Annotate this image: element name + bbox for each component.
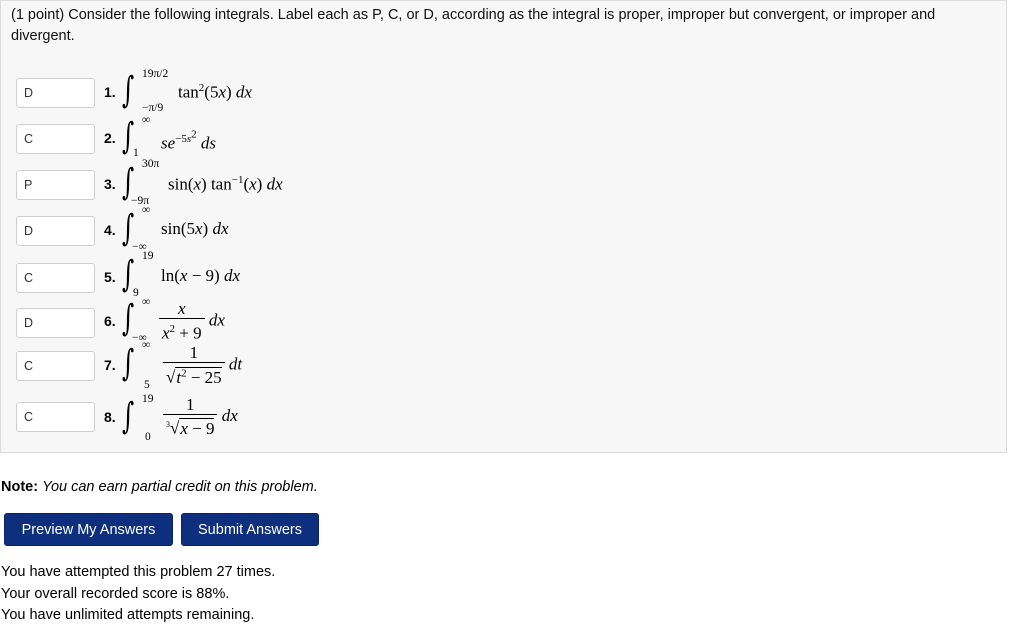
item-number: 3. <box>104 176 116 192</box>
integral-row-1 <box>1 69 401 115</box>
item-number: 1. <box>104 84 116 100</box>
answer-input-2[interactable] <box>16 124 95 154</box>
upper-limit: ∞ <box>142 296 151 308</box>
integrand: $\frac{1}{^3√x - 9}$ dx <box>163 396 238 439</box>
item-number: 6. <box>104 313 116 329</box>
integral-sign: ∫ <box>122 162 135 203</box>
upper-limit: ∞ <box>142 114 151 126</box>
integral-sign: ∫ <box>122 396 135 437</box>
integral-row-3 <box>1 158 401 207</box>
upper-limit: ∞ <box>142 339 151 351</box>
answer-input-8[interactable] <box>16 402 95 432</box>
note-label: Note: <box>1 479 39 495</box>
integrand: $\frac{1}{√t^2 - 25}$ dt <box>163 344 242 388</box>
answer-input-7[interactable] <box>16 351 95 381</box>
integrand: sin(5x) dx <box>161 219 229 238</box>
integral-row-7 <box>1 339 401 391</box>
integral-sign: ∫ <box>122 298 135 339</box>
item-number: 2. <box>104 130 116 146</box>
answer-input-6[interactable] <box>16 308 95 338</box>
integrand: $\frac{x}{x^2 + 9}$ dx <box>159 300 225 344</box>
integral-sign: ∫ <box>122 343 135 384</box>
lower-limit: −9π <box>131 195 150 207</box>
note-text <box>1 479 318 495</box>
remaining-status: You have unlimited attempts remaining. <box>1 607 255 623</box>
item-number: 4. <box>104 222 116 238</box>
answer-input-3[interactable] <box>16 170 95 200</box>
lower-limit: 9 <box>133 287 139 299</box>
integrand: $se^{-5s^2}$ ds <box>161 128 217 153</box>
score-status: Your overall recorded score is 88%. <box>1 586 230 602</box>
lower-limit: −∞ <box>132 332 147 344</box>
integral-sign: ∫ <box>122 208 135 249</box>
integral-sign: ∫ <box>122 70 135 111</box>
lower-limit: 1 <box>133 147 139 159</box>
integral-row-5 <box>1 250 401 299</box>
integrand: sin(x) $\tan^{-1}(x)$ dx <box>168 174 283 194</box>
integral-sign: ∫ <box>122 254 135 295</box>
integral-sign: ∫ <box>122 116 135 157</box>
integral-row-4 <box>1 204 401 253</box>
lower-limit: −∞ <box>132 241 147 253</box>
item-number: 8. <box>104 409 116 425</box>
item-number: 5. <box>104 269 116 285</box>
problem-prompt: (1 point) Consider the following integrals. Label each as P, C, or D, according as the integral is proper, improper but convergent, or improper and divergent. <box>11 7 936 44</box>
submit-answers-button[interactable]: Submit Answers <box>181 513 319 546</box>
integrand: ln(x − 9) dx <box>161 266 240 285</box>
integral-row-6 <box>1 296 401 345</box>
upper-limit: 30π <box>142 158 160 170</box>
lower-limit: 0 <box>145 431 151 443</box>
lower-limit: 5 <box>144 379 150 391</box>
answer-input-4[interactable] <box>16 216 95 246</box>
answer-input-5[interactable] <box>16 263 95 293</box>
upper-limit: 19π/2 <box>142 68 169 80</box>
integral-row-8 <box>1 393 401 443</box>
lower-limit: −π/9 <box>142 102 164 114</box>
attempts-status: You have attempted this problem 27 times. <box>1 564 276 580</box>
upper-limit: 19 <box>142 393 154 405</box>
integrand: $\tan^2(5x)$ dx <box>178 82 252 102</box>
preview-answers-button[interactable]: Preview My Answers <box>4 513 173 546</box>
upper-limit: ∞ <box>142 204 151 216</box>
note-body: You can earn partial credit on this problem. <box>42 479 318 495</box>
upper-limit: 19 <box>142 250 154 262</box>
integral-row-2 <box>1 115 401 161</box>
answer-input-1[interactable] <box>16 78 95 108</box>
item-number: 7. <box>104 357 116 373</box>
